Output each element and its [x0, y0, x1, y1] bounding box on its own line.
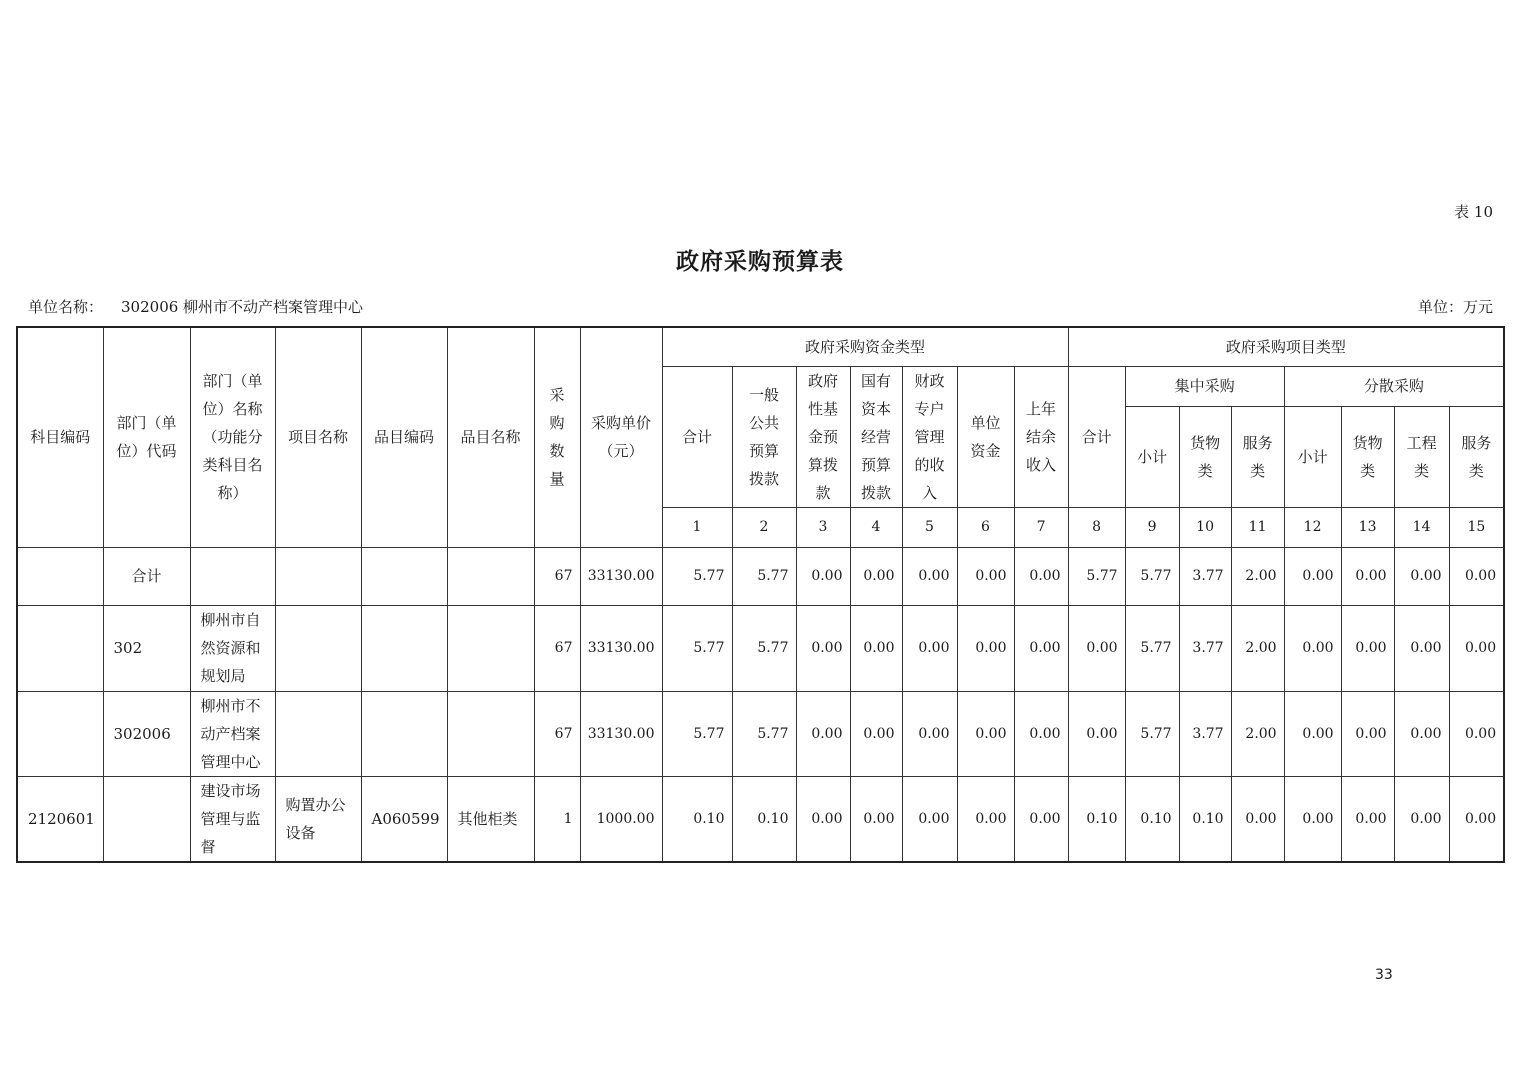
amount-cell: 2.00	[1231, 605, 1284, 691]
column-number: 1	[662, 507, 732, 547]
column-number: 9	[1125, 507, 1179, 547]
amount-cell: 0.00	[1449, 776, 1504, 862]
table-row	[17, 776, 1504, 862]
unit-name-label: 单位名称：	[28, 298, 104, 316]
amount-cell: 0.00	[1394, 547, 1449, 605]
amount-cell: 3.77	[1179, 605, 1231, 691]
header-central-service: 服务类	[1231, 406, 1284, 507]
project-name-cell: 购置办公设备	[275, 776, 361, 862]
amount-cell: 0.00	[1394, 776, 1449, 862]
amount-cell: 5.77	[1125, 605, 1179, 691]
subject-code-cell	[17, 605, 103, 691]
dept-code-cell	[103, 776, 190, 862]
amount-cell: 0.10	[1179, 776, 1231, 862]
header-state-capital-budget: 国有资本经营预算拨款	[850, 366, 902, 507]
header-gov-fund-budget: 政府性基金预算拨款	[796, 366, 850, 507]
dept-code-cell: 302	[103, 605, 190, 691]
column-number: 11	[1231, 507, 1284, 547]
amount-cell: 0.00	[902, 547, 957, 605]
amount-cell: 5.77	[662, 547, 732, 605]
dept-code-cell: 合计	[103, 547, 190, 605]
table-tag: 表 10	[1454, 203, 1493, 221]
column-number: 10	[1179, 507, 1231, 547]
unit-price-cell: 33130.00	[580, 547, 662, 605]
header-project-type-group: 政府采购项目类型	[1068, 327, 1504, 366]
amount-cell: 0.00	[1014, 547, 1068, 605]
header-fund-total: 合计	[662, 366, 732, 507]
subject-code-cell	[17, 547, 103, 605]
amount-cell: 0.00	[957, 547, 1014, 605]
amount-cell: 0.00	[1284, 776, 1341, 862]
amount-cell: 0.00	[957, 605, 1014, 691]
dept-name-cell: 建设市场管理与监督	[190, 776, 275, 862]
amount-cell: 0.00	[1394, 605, 1449, 691]
amount-cell: 5.77	[1125, 547, 1179, 605]
amount-cell: 0.00	[1231, 776, 1284, 862]
amount-cell: 3.77	[1179, 691, 1231, 776]
header-quantity: 采购数量	[534, 327, 580, 547]
quantity-cell: 1	[534, 776, 580, 862]
project-name-cell	[275, 547, 361, 605]
item-code-cell: A060599	[361, 776, 447, 862]
amount-cell: 0.00	[902, 776, 957, 862]
amount-cell: 0.00	[1014, 605, 1068, 691]
unit-price-cell: 1000.00	[580, 776, 662, 862]
subject-code-cell	[17, 691, 103, 776]
column-number: 3	[796, 507, 850, 547]
amount-cell: 0.00	[1284, 605, 1341, 691]
column-number: 5	[902, 507, 957, 547]
amount-cell: 0.00	[796, 691, 850, 776]
header-project-total: 合计	[1068, 366, 1125, 507]
header-dispersed-goods: 货物类	[1341, 406, 1394, 507]
project-name-cell	[275, 691, 361, 776]
project-name-cell	[275, 605, 361, 691]
item-code-cell	[361, 547, 447, 605]
header-dispersed-engineering: 工程类	[1394, 406, 1449, 507]
amount-cell: 0.00	[1284, 691, 1341, 776]
header-special-account-income: 财政专户管理的收入	[902, 366, 957, 507]
unit-name	[28, 296, 363, 317]
amount-cell: 0.00	[850, 691, 902, 776]
amount-cell: 5.77	[732, 691, 796, 776]
amount-cell: 0.00	[850, 776, 902, 862]
page-title: 政府采购预算表	[676, 248, 844, 275]
table-row	[17, 547, 1504, 605]
quantity-cell: 67	[534, 605, 580, 691]
header-central-procurement: 集中采购	[1125, 366, 1284, 406]
amount-cell: 0.00	[1068, 605, 1125, 691]
item-name-cell	[447, 691, 534, 776]
item-name-cell: 其他柜类	[447, 776, 534, 862]
amount-cell: 0.00	[1341, 605, 1394, 691]
item-code-cell	[361, 691, 447, 776]
currency-unit: 单位：万元	[1417, 298, 1493, 316]
amount-cell: 5.77	[662, 691, 732, 776]
header-fund-type-group: 政府采购资金类型	[662, 327, 1068, 366]
header-unit-price: 采购单价（元）	[580, 327, 662, 547]
header-dept-code: 部门（单位）代码	[103, 327, 190, 547]
amount-cell: 0.00	[1014, 691, 1068, 776]
header-unit-funds: 单位资金	[957, 366, 1014, 507]
unit-price-cell: 33130.00	[580, 605, 662, 691]
column-number: 2	[732, 507, 796, 547]
quantity-cell: 67	[534, 691, 580, 776]
amount-cell: 0.00	[1341, 547, 1394, 605]
page-number: 33	[1375, 967, 1393, 983]
header-dept-name: 部门（单位）名称（功能分类科目名称）	[190, 327, 275, 547]
amount-cell: 0.00	[796, 547, 850, 605]
amount-cell: 0.10	[1068, 776, 1125, 862]
header-item-name: 品目名称	[447, 327, 534, 547]
header-dispersed-procurement: 分散采购	[1284, 366, 1504, 406]
header-general-budget: 一般公共预算拨款	[732, 366, 796, 507]
amount-cell: 0.00	[957, 691, 1014, 776]
amount-cell: 0.00	[1014, 776, 1068, 862]
amount-cell: 0.00	[1068, 691, 1125, 776]
amount-cell: 0.00	[1449, 605, 1504, 691]
dept-name-cell: 柳州市自然资源和规划局	[190, 605, 275, 691]
dept-name-cell: 柳州市不动产档案管理中心	[190, 691, 275, 776]
header-project-name: 项目名称	[275, 327, 361, 547]
column-number: 13	[1341, 507, 1394, 547]
unit-price-cell: 33130.00	[580, 691, 662, 776]
column-number: 12	[1284, 507, 1341, 547]
amount-cell: 0.00	[1341, 776, 1394, 862]
amount-cell: 5.77	[662, 605, 732, 691]
amount-cell: 0.10	[732, 776, 796, 862]
amount-cell: 0.00	[1341, 691, 1394, 776]
dept-code-cell: 302006	[103, 691, 190, 776]
amount-cell: 0.00	[850, 547, 902, 605]
header-dispersed-service: 服务类	[1449, 406, 1504, 507]
procurement-budget-table	[16, 326, 1505, 863]
header-carryover-income: 上年结余收入	[1014, 366, 1068, 507]
item-name-cell	[447, 605, 534, 691]
amount-cell: 5.77	[732, 605, 796, 691]
header-central-subtotal: 小计	[1125, 406, 1179, 507]
column-number: 7	[1014, 507, 1068, 547]
header-subject-code: 科目编码	[17, 327, 103, 547]
amount-cell: 0.00	[1449, 691, 1504, 776]
column-number: 4	[850, 507, 902, 547]
amount-cell: 0.00	[902, 605, 957, 691]
amount-cell: 5.77	[1068, 547, 1125, 605]
column-number: 14	[1394, 507, 1449, 547]
amount-cell: 2.00	[1231, 547, 1284, 605]
amount-cell: 0.00	[796, 605, 850, 691]
column-number: 8	[1068, 507, 1125, 547]
amount-cell: 3.77	[1179, 547, 1231, 605]
amount-cell: 2.00	[1231, 691, 1284, 776]
amount-cell: 0.10	[662, 776, 732, 862]
amount-cell: 0.10	[1125, 776, 1179, 862]
amount-cell: 0.00	[796, 776, 850, 862]
amount-cell: 0.00	[1394, 691, 1449, 776]
amount-cell: 0.00	[902, 691, 957, 776]
column-number: 6	[957, 507, 1014, 547]
unit-name-value: 302006 柳州市不动产档案管理中心	[121, 298, 364, 316]
amount-cell: 0.00	[850, 605, 902, 691]
header-dispersed-subtotal: 小计	[1284, 406, 1341, 507]
amount-cell: 5.77	[1125, 691, 1179, 776]
subject-code-cell: 2120601	[17, 776, 103, 862]
dept-name-cell	[190, 547, 275, 605]
amount-cell: 5.77	[732, 547, 796, 605]
header-item-code: 品目编码	[361, 327, 447, 547]
item-name-cell	[447, 547, 534, 605]
column-number: 15	[1449, 507, 1504, 547]
amount-cell: 0.00	[1284, 547, 1341, 605]
table-row	[17, 605, 1504, 691]
table-row	[17, 691, 1504, 776]
amount-cell: 0.00	[1449, 547, 1504, 605]
item-code-cell	[361, 605, 447, 691]
amount-cell: 0.00	[957, 776, 1014, 862]
header-central-goods: 货物类	[1179, 406, 1231, 507]
quantity-cell: 67	[534, 547, 580, 605]
